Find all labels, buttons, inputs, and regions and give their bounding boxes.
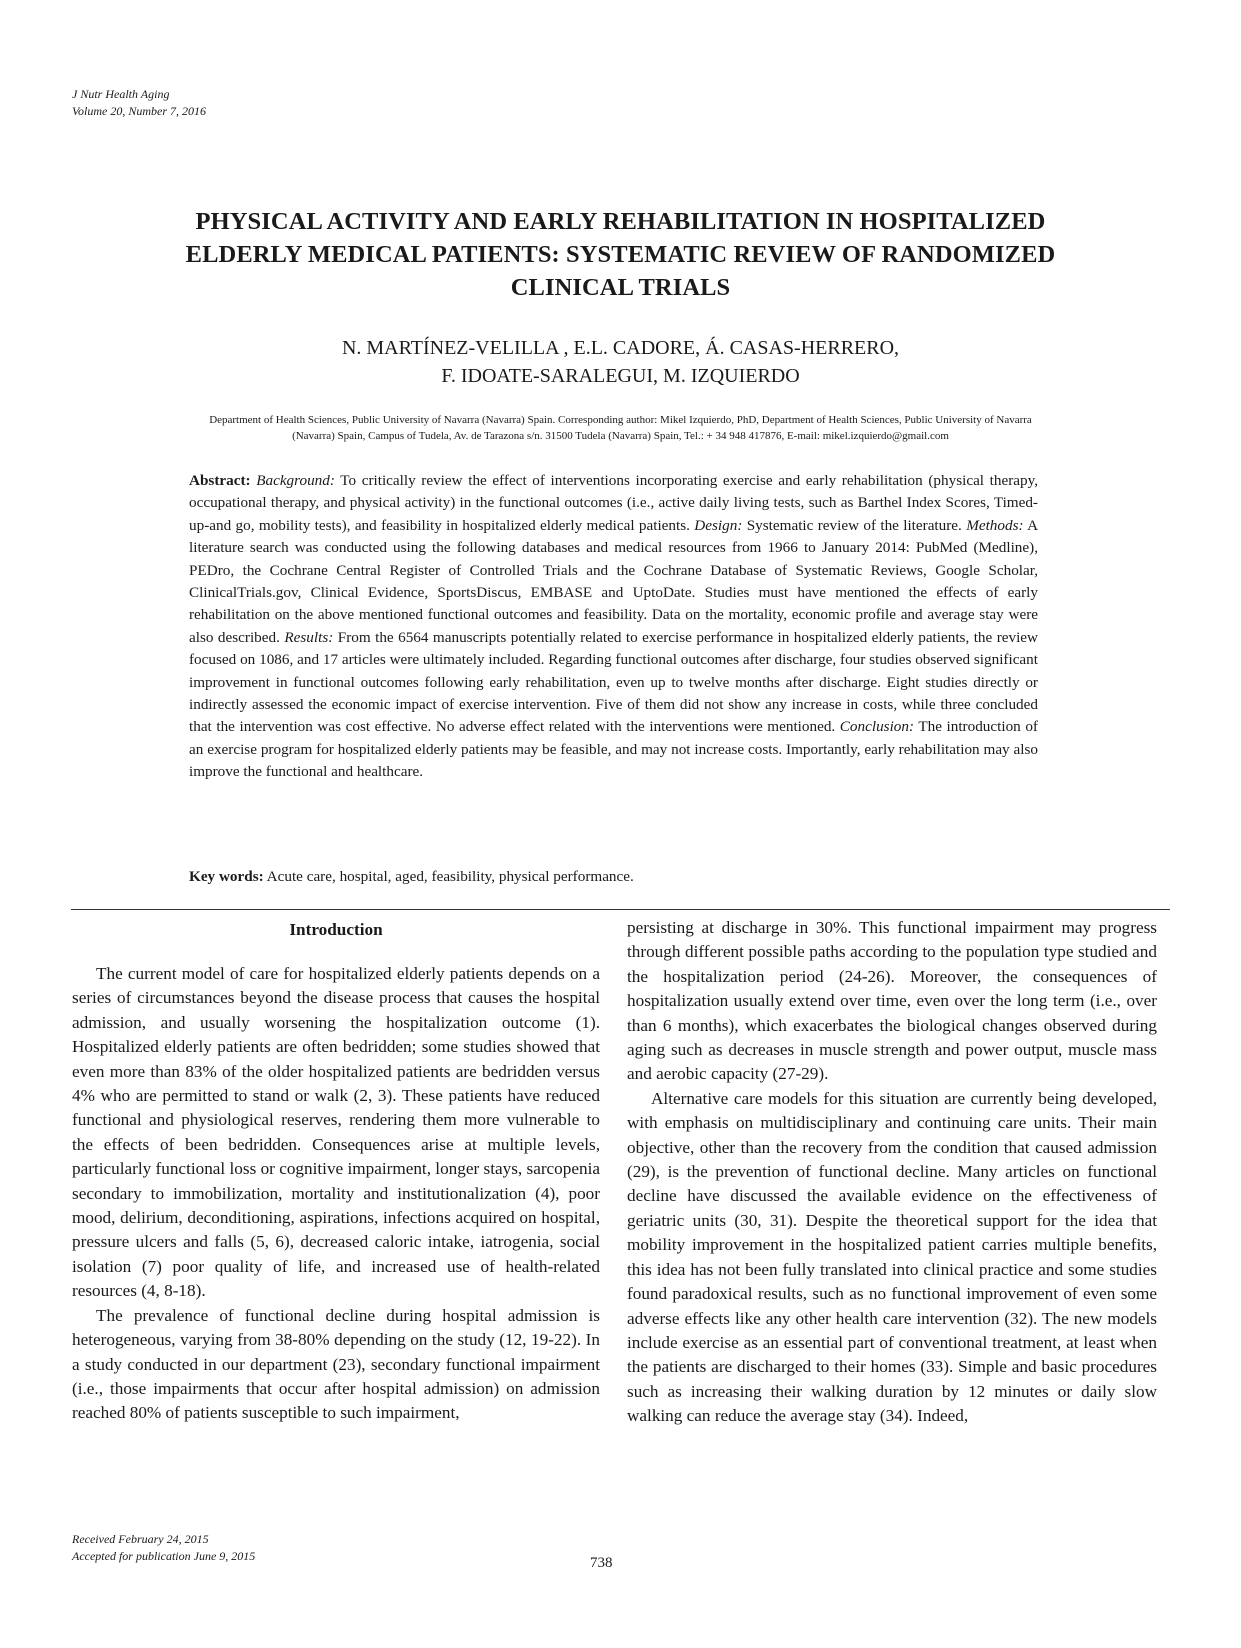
conclusion-label: Conclusion: — [839, 718, 915, 736]
design-text: Systematic review of the literature. — [746, 516, 962, 534]
background-text: To critically review the effect of interventions incorporating exercise and early rehabilitation (physical therapy, occupational therapy, and physical activity) in the functional outcomes (i.e., active daily living tests, such as Barthel Index Scores, Timed-up-and go, mobility tests), and feasibility in hospitalized elderly medical patients. — [189, 472, 1038, 534]
left-column — [72, 916, 600, 1426]
results-label: Results: — [284, 628, 334, 646]
body-paragraph: persisting at discharge in 30%. This functional impairment may progress through different possible paths according to the population type studied and the hospitalization period (24-26). Moreover, the consequences of hospitalization usually extend over time, even over the long term (i.e., over than 6 months), which exacerbates the biological changes observed during aging such as decreases in muscle strength and power output, muscle mass and aerobic capacity (27-29). — [627, 918, 1157, 1084]
abstract-label: Abstract: — [189, 472, 251, 489]
journal-volume: Volume 20, Number 7, 2016 — [72, 104, 206, 118]
received-dates — [72, 1531, 255, 1565]
affiliation-line: Department of Health Sciences, Public University of Navarra (Navarra) Spain. Corresponding author: Mikel Izquierdo, PhD, Department of Health Sciences, Public University of Navarra — [209, 414, 1032, 426]
conclusion-text: The introduction of an exercise program for hospitalized elderly patients may be feasible, and may not increase costs. Importantly, early rehabilitation may also improve the functional and healthcare. — [189, 718, 1038, 781]
body-paragraph: The prevalence of functional decline during hospital admission is heterogeneous, varying from 38-80% depending on the study (12, 19-22). In a study conducted in our department (23), secondary functional impairment (i.e., those impairments that occur after hospital admission) on admission reached 80% of patients susceptible to such impairment, — [72, 1305, 600, 1423]
body-paragraph: The current model of care for hospitalized elderly patients depends on a series of circumstances beyond the disease process that causes the hospital admission, and usually worsening the hospitalization outcome (1). Hospitalized elderly patients are often bedridden; some studies showed that even more than 83% of the older hospitalized patients are bedridden versus 4% who are permitted to stand or walk (2, 3). These patients have reduced functional and physiological reserves, rendering them more vulnerable to the effects of been bedridden. Consequences arise at multiple levels, particularly functional loss or cognitive impairment, longer stays, sarcopenia secondary to immobilization, mortality and institutionalization (4), poor mood, delirium, deconditioning, aspirations, infections acquired on hospital, pressure ulcers and falls (5, 6), decreased caloric intake, iatrogenia, social isolation (7) poor quality of life, and increased use of health-related resources (4, 8-18). — [72, 964, 600, 1301]
page-number: 738 — [590, 1555, 613, 1571]
abstract — [189, 470, 1038, 784]
introduction-heading: Introduction — [289, 920, 383, 939]
affiliation — [72, 412, 1169, 444]
body-paragraph: Alternative care models for this situation are currently being developed, with emphasis on multidisciplinary and continuing care units. Their main objective, other than the recovery from the condition that caused admission (29), is the prevention of functional decline. Many articles on functional decline have discussed the available evidence on the effectiveness of geriatric units (30, 31). Despite the theoretical support for the idea that mobility improvement in the hospitalized patient carries multiple benefits, this idea has not been fully translated into clinical practice and some studies found paradoxical results, such as no functional improvement of even some adverse effects like any other health care intervention (32). The new models include exercise as an essential part of conventional treatment, at least when the patients are discharged to their homes (33). Simple and basic procedures such as increasing their walking duration by 12 minutes or daily slow walking can reduce the average stay (34). Indeed, — [627, 1088, 1157, 1426]
title-line: ELDERLY MEDICAL PATIENTS: SYSTEMATIC REVIEW OF RANDOMIZED — [185, 241, 1056, 268]
authors-line: N. MARTÍNEZ-VELILLA , E.L. CADORE, Á. CASAS-HERRERO, — [341, 337, 900, 359]
keywords — [189, 867, 1038, 887]
right-column — [627, 916, 1157, 1429]
keywords-label: Key words: — [189, 868, 264, 885]
background-label: Background: — [256, 472, 335, 489]
article-title — [60, 205, 1181, 304]
affiliation-line: (Navarra) Spain, Campus of Tudela, Av. de Tarazona s/n. 31500 Tudela (Navarra) Spain, Tel.: + 34 948 417876, E-mail: mikel.izquierdo@gmail.com — [292, 430, 949, 442]
methods-label: Methods: — [966, 516, 1024, 534]
received-date: Received February 24, 2015 — [72, 1532, 209, 1546]
design-label: Design: — [694, 516, 743, 534]
methods-text: A literature search was conducted using the following databases and medical resources from 1966 to January 2014: PubMed (Medline), PEDro, the Cochrane Central Register of Controlled Trials and the Cochrane Database of Systematic Reviews, Google Scholar, ClinicalTrials.gov, Clinical Evidence, SportsDiscus, EMBASE and UptoDate. Studies must have mentioned the effects of early rehabilitation on the above mentioned functional outcomes and feasibility. Data on the mortality, economic profile and average stay were also described. — [189, 516, 1039, 646]
title-line: PHYSICAL ACTIVITY AND EARLY REHABILITATION IN HOSPITALIZED — [195, 208, 1046, 235]
journal-name: J Nutr Health Aging — [72, 87, 170, 101]
results-text: From the 6564 manuscripts potentially related to exercise performance in hospitalized elderly patients, the review focused on 1086, and 17 articles were ultimately included. Regarding functional outcomes after discharge, four studies observed significant improvement in functional outcomes following early rehabilitation, even up to twelve months after discharge. Eight studies directly or indirectly assessed the economic impact of exercise intervention. Five of them did not show any increase in costs, while three concluded that the intervention was cost effective. No adverse effect related with the interventions were mentioned. — [189, 628, 1039, 736]
authors-line: F. IDOATE-SARALEGUI, M. IZQUIERDO — [441, 365, 800, 387]
author-list — [60, 334, 1181, 390]
title-line: CLINICAL TRIALS — [510, 274, 731, 301]
section-divider — [71, 909, 1170, 910]
accepted-date: Accepted for publication June 9, 2015 — [72, 1549, 256, 1563]
keywords-text: Acute care, hospital, aged, feasibility, physical performance. — [266, 868, 634, 885]
journal-citation — [72, 86, 206, 120]
